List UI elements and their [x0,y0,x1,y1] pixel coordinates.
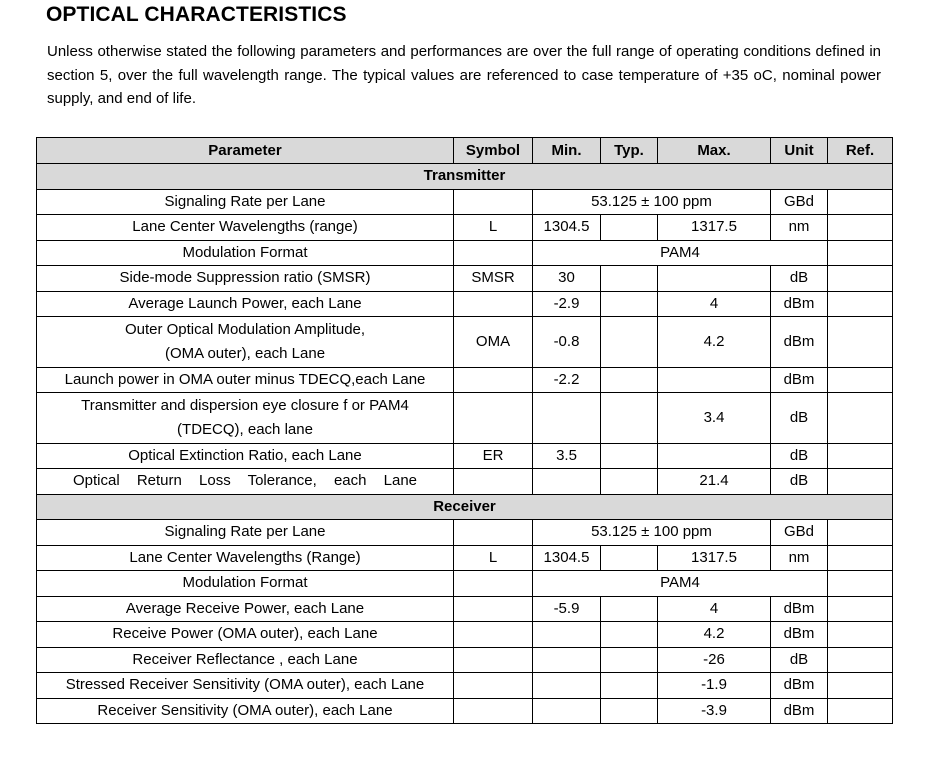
typ-cell [601,596,658,622]
intro-paragraph: Unless otherwise stated the following parameters and performances are over the full range of operating conditions defined in section 5, over the full wavelength range. The typical values are referenced to case temperature of +35 oC, nominal power supply, and end of life. [47,43,881,107]
symbol-cell: ER [454,443,533,469]
ref-cell [828,215,893,241]
typ-cell [601,698,658,724]
symbol-cell [454,698,533,724]
max-cell: -3.9 [658,698,771,724]
min-cell: 3.5 [533,443,601,469]
typ-cell [601,545,658,571]
unit-cell: dBm [771,698,828,724]
min-cell: -0.8 [533,317,601,368]
unit-cell: nm [771,545,828,571]
ref-cell [828,673,893,699]
header-parameter: Parameter [37,138,454,164]
parameter-cell: Lane Center Wavelengths (range) [37,215,454,241]
min-cell: -5.9 [533,596,601,622]
max-cell: 21.4 [658,469,771,495]
symbol-cell [454,469,533,495]
table-row [37,698,893,724]
table-row [37,647,893,673]
unit-cell: dBm [771,291,828,317]
ref-cell [828,240,893,266]
parameter-line: Transmitter and dispersion eye closure f or PAM4 [81,396,409,414]
table-row [37,240,893,266]
min-cell [533,393,601,444]
symbol-cell: L [454,545,533,571]
section-row-transmitter [37,164,893,190]
ref-cell [828,698,893,724]
parameter-cell: Optical Return Loss Tolerance, each Lane [37,469,454,495]
ref-cell [828,443,893,469]
unit-cell: dB [771,393,828,444]
ref-cell [828,469,893,495]
header-symbol: Symbol [454,138,533,164]
parameter-cell: Lane Center Wavelengths (Range) [37,545,454,571]
max-cell: 4.2 [658,622,771,648]
ref-cell [828,367,893,393]
max-cell: 1317.5 [658,215,771,241]
parameter-cell: Average Receive Power, each Lane [37,596,454,622]
max-cell: -26 [658,647,771,673]
table-row [37,520,893,546]
unit-cell: nm [771,215,828,241]
symbol-cell [454,240,533,266]
ref-cell [828,647,893,673]
unit-cell: dBm [771,596,828,622]
parameter-cell: Signaling Rate per Lane [37,520,454,546]
optical-characteristics-table [36,137,893,724]
symbol-cell [454,367,533,393]
symbol-cell [454,647,533,673]
symbol-cell [454,571,533,597]
min-cell: 1304.5 [533,215,601,241]
ref-cell [828,393,893,444]
header-max: Max. [658,138,771,164]
typ-cell [601,367,658,393]
max-cell: -1.9 [658,673,771,699]
typ-cell [601,622,658,648]
section-label: Transmitter [37,164,893,190]
symbol-cell [454,393,533,444]
symbol-cell [454,673,533,699]
typ-cell [601,317,658,368]
unit-cell: dBm [771,622,828,648]
parameter-line: (OMA outer), each Lane [164,344,326,362]
table-row [37,291,893,317]
max-cell: 4.2 [658,317,771,368]
min-cell: 1304.5 [533,545,601,571]
unit-cell: dB [771,266,828,292]
parameter-cell: Receiver Sensitivity (OMA outer), each Lane [37,698,454,724]
table-row [37,266,893,292]
symbol-cell: L [454,215,533,241]
header-ref: Ref. [828,138,893,164]
unit-cell: dB [771,469,828,495]
typ-cell [601,647,658,673]
parameter-cell: Modulation Format [37,240,454,266]
typ-cell [601,673,658,699]
max-cell [658,367,771,393]
section-label: Receiver [37,494,893,520]
table-header-row [37,138,893,164]
ref-cell [828,545,893,571]
table-row [37,673,893,699]
table-row [37,317,893,368]
parameter-cell: Launch power in OMA outer minus TDECQ,each Lane [37,367,454,393]
symbol-cell: SMSR [454,266,533,292]
unit-cell: dB [771,443,828,469]
parameter-cell: Optical Extinction Ratio, each Lane [37,443,454,469]
ref-cell [828,189,893,215]
min-cell [533,622,601,648]
ref-cell [828,317,893,368]
ref-cell [828,291,893,317]
symbol-cell [454,596,533,622]
table-row [37,189,893,215]
typ-cell [601,393,658,444]
min-cell [533,647,601,673]
ref-cell [828,266,893,292]
parameter-cell: Receive Power (OMA outer), each Lane [37,622,454,648]
symbol-cell [454,291,533,317]
table-row [37,571,893,597]
max-cell [658,443,771,469]
unit-cell: dB [771,647,828,673]
typ-cell [601,266,658,292]
symbol-cell [454,520,533,546]
max-cell: 3.4 [658,393,771,444]
symbol-cell [454,622,533,648]
table-row [37,622,893,648]
table-row [37,393,893,444]
header-typ: Typ. [601,138,658,164]
unit-cell: GBd [771,189,828,215]
symbol-cell [454,189,533,215]
typ-cell [601,443,658,469]
table-row [37,469,893,495]
max-cell [658,266,771,292]
parameter-cell [37,393,454,444]
typ-cell [601,469,658,495]
parameter-cell: Signaling Rate per Lane [37,189,454,215]
ref-cell [828,622,893,648]
parameter-line: (TDECQ), each lane [177,420,313,438]
typ-cell [601,291,658,317]
table-row [37,215,893,241]
min-cell: 30 [533,266,601,292]
parameter-cell: Receiver Reflectance , each Lane [37,647,454,673]
ref-cell [828,520,893,546]
max-cell: 4 [658,291,771,317]
unit-cell: GBd [771,520,828,546]
typ-cell [601,215,658,241]
parameter-cell: Modulation Format [37,571,454,597]
max-cell: 1317.5 [658,545,771,571]
unit-cell: dBm [771,673,828,699]
max-cell: 4 [658,596,771,622]
table-row [37,367,893,393]
table-row [37,596,893,622]
min-cell [533,469,601,495]
min-cell: -2.9 [533,291,601,317]
ref-cell [828,596,893,622]
ref-cell [828,571,893,597]
format-cell: PAM4 [533,240,828,266]
min-cell: -2.2 [533,367,601,393]
table-row [37,443,893,469]
header-unit: Unit [771,138,828,164]
table-row [37,545,893,571]
parameter-cell: Stressed Receiver Sensitivity (OMA outer), each Lane [37,673,454,699]
section-row-receiver [37,494,893,520]
unit-cell: dBm [771,367,828,393]
min-cell [533,698,601,724]
parameter-cell: Side-mode Suppression ratio (SMSR) [37,266,454,292]
parameter-line: Outer Optical Modulation Amplitude, [124,320,366,338]
range-cell: 53.125 ± 100 ppm [533,189,771,215]
section-title: OPTICAL CHARACTERISTICS [46,3,347,26]
min-cell [533,673,601,699]
unit-cell: dBm [771,317,828,368]
format-cell: PAM4 [533,571,828,597]
parameter-cell: Average Launch Power, each Lane [37,291,454,317]
parameter-cell [37,317,454,368]
symbol-cell: OMA [454,317,533,368]
range-cell: 53.125 ± 100 ppm [533,520,771,546]
header-min: Min. [533,138,601,164]
